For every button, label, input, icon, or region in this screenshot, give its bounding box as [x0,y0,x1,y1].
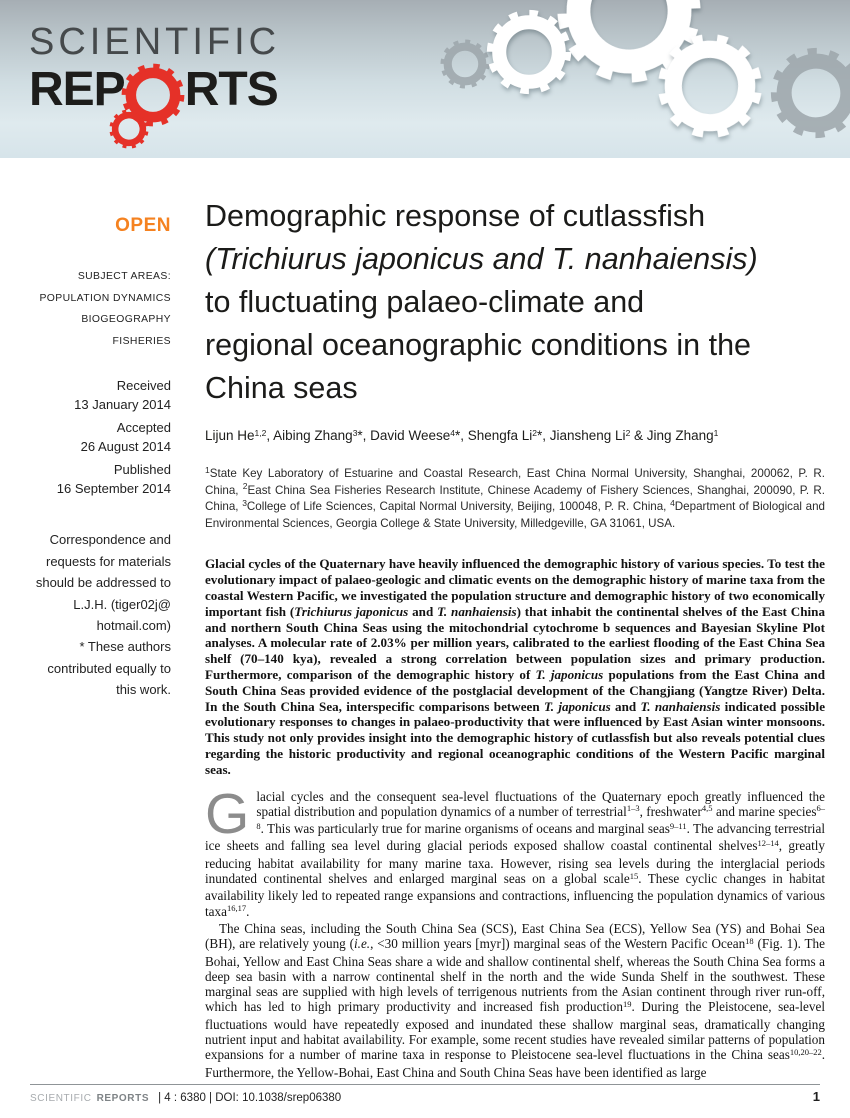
published-block [30,460,171,498]
subject-area-item[interactable]: POPULATION DYNAMICS [39,292,171,304]
correspondence-note: Correspondence and requests for materials should be addressed to L.J.H. (tiger02j@ hotmail.com) [35,532,171,633]
dropcap: G [205,781,250,846]
footer-citation: | 4 : 6380 | DOI: 10.1038/srep06380 [158,1092,342,1104]
body-paragraph [205,781,825,921]
abstract: Glacial cycles of the Quaternary have heavily influenced the demographic history of various species. To test the evolutionary impact of palaeo-geologic and climatic events on the demographic history of marine taxa from the coastal Western Pacific, we investigated the population structure and demographic history of two economically important fish (Trichiurus japonicus and T. nanhaiensis) that inhabit the continental shelves of the East China and northern South China Seas using the mitochondrial cytochrome b sequences and Bayesian Skyline Plot analyses. A molecular rate of 2.03% per million years, calibrated to the earliest flooding of the East China Sea shelf (70–140 kya), revealed a strong correlation between population sizes and primary production. Furthermore, comparison of the demographic history of T. japonicus populations from the East China and South China Seas provided evidence of the postglacial development of the Changjiang (Yangtze River) Delta. In the South China Sea, interspecific comparisons between T. japonicus and T. nanhaiensis indicated possible evolutionary responses to changes in palaeo-productivity that were influenced by East Asian winter monsoons. This study not only provides insight into the demographic history of cutlassfish but also reveals potential clues regarding the historic productivity and regional oceanographic conditions of the Western Pacific marginal seas. [205,556,826,777]
subject-areas [30,266,171,352]
footer-citation-block [30,1092,341,1104]
open-access-badge: OPEN [115,215,171,236]
affiliations: $^1$State Key Laboratory of Estuarine and Coastal Research, East China Normal University, Shanghai, 200062, P. R. China, $^2$East China Sea Fisheries Research Institute, Chinese Academy of Fishery Sciences, Shanghai, 200090, P. R. China, $^3$College of Life Sciences, Capital Normal University, Beijing, 100048, P. R. China, $^4$Department of Biological and Environmental Sciences, Georgia College & State University, Milledgeville, GA 31061, USA. [205,464,826,530]
footer-journal-name: SCIENTIFIC [30,1093,92,1104]
received-date: 13 January 2014 [74,397,171,412]
article-title: Demographic response of cutlassfish (Trichiurus japonicus and T. nanhaiensis) to fluctuating palaeo-climate and regional oceanographic conditions in the China seas [205,199,758,405]
published-label: Published [113,462,171,477]
paragraph-text: lacial cycles and the consequent sea-level fluctuations of the Quaternary epoch greatly influenced the spatial distribution and population dynamics of a number of terrestrial$^{1-3}$, freshwater$^{4,5}$ and marine species$^{6-8}$. This was particularly true for marine organisms of oceans and marginal seas$^{9-11}$. The advancing terrestrial ice sheets and falling sea level during glacial periods exposed shallow coastal continental shelves$^{12-14}$, greatly reducing habitat availability for many marine taxa. However, rising sea levels during the interglacial periods inundated continental shelves and enlarged marginal seas on a global scale$^{15}$. These cyclic changes in habitat availability likely led to repeated range expansions and contractions, influencing the population dynamics of various taxa$^{16,17}$. [205,788,825,919]
accepted-date: 26 August 2014 [80,439,171,454]
body-paragraph: The China seas, including the South China Sea (SCS), East China Sea (ECS), Yellow Sea (YS) and Bohai Sea (BH), are relatively young (i.e., <30 million years [myr]) marginal seas of the Western Pacific Ocean$^{18}$ (Fig. 1). The Bohai, Yellow and East China Seas share a wide and shallow continental shelf, whereas the South China Sea forms a deep sea basin with a narrow continental shelf in the north and the wide Sunda Shelf in the southwest. These marginal seas are supplied with high levels of terrigenous nutrients from the Asian continent through river run-off, which has led to high primary productivity and increased fish production$^{19}$. During the Pleistocene, sea-level fluctuations would have repeatedly exposed and inundated these shallow marginal seas, dramatically changing nutrient input and habitat availability. For example, some recent studies have revealed similar patterns of population expansions for a number of marine taxa in response to Pleistocene sea-level fluctuations in the China seas$^{10,20-22}$. Furthermore, the Yellow-Bohai, East China and South China Seas have been identified as large [205,920,826,1080]
subject-areas-title: SUBJECT AREAS: [77,271,171,282]
small-gear-icon [106,106,151,151]
accepted-block [30,418,171,456]
footer-divider [30,1084,820,1085]
accepted-label: Accepted [116,420,171,435]
received-label: Received [116,378,171,393]
subject-area-item[interactable]: BIOGEOGRAPHY [81,314,171,325]
journal-brand-scientific: SCIENTIFIC [29,21,281,63]
page-number: 1 [812,1089,820,1104]
published-date: 16 September 2014 [56,481,171,496]
received-block [30,376,171,414]
brand-reports-pre: REP [29,63,125,116]
footer [30,1089,820,1104]
subject-area-item[interactable]: FISHERIES [112,335,171,347]
brand-reports-post: RTS [184,63,278,116]
article-main-column [205,0,825,1080]
author-list: Lijun He$^{1,2}$, Aibing Zhang$^3$*, David Weese$^4$*, Shengfa Li$^2$*, Jiansheng Li$^2$ & Jing Zhang$^1$ [205,427,719,443]
footer-journal-name-bold: REPORTS [96,1093,150,1104]
equal-contribution-note: * These authors contributed equally to this work. [47,639,171,697]
